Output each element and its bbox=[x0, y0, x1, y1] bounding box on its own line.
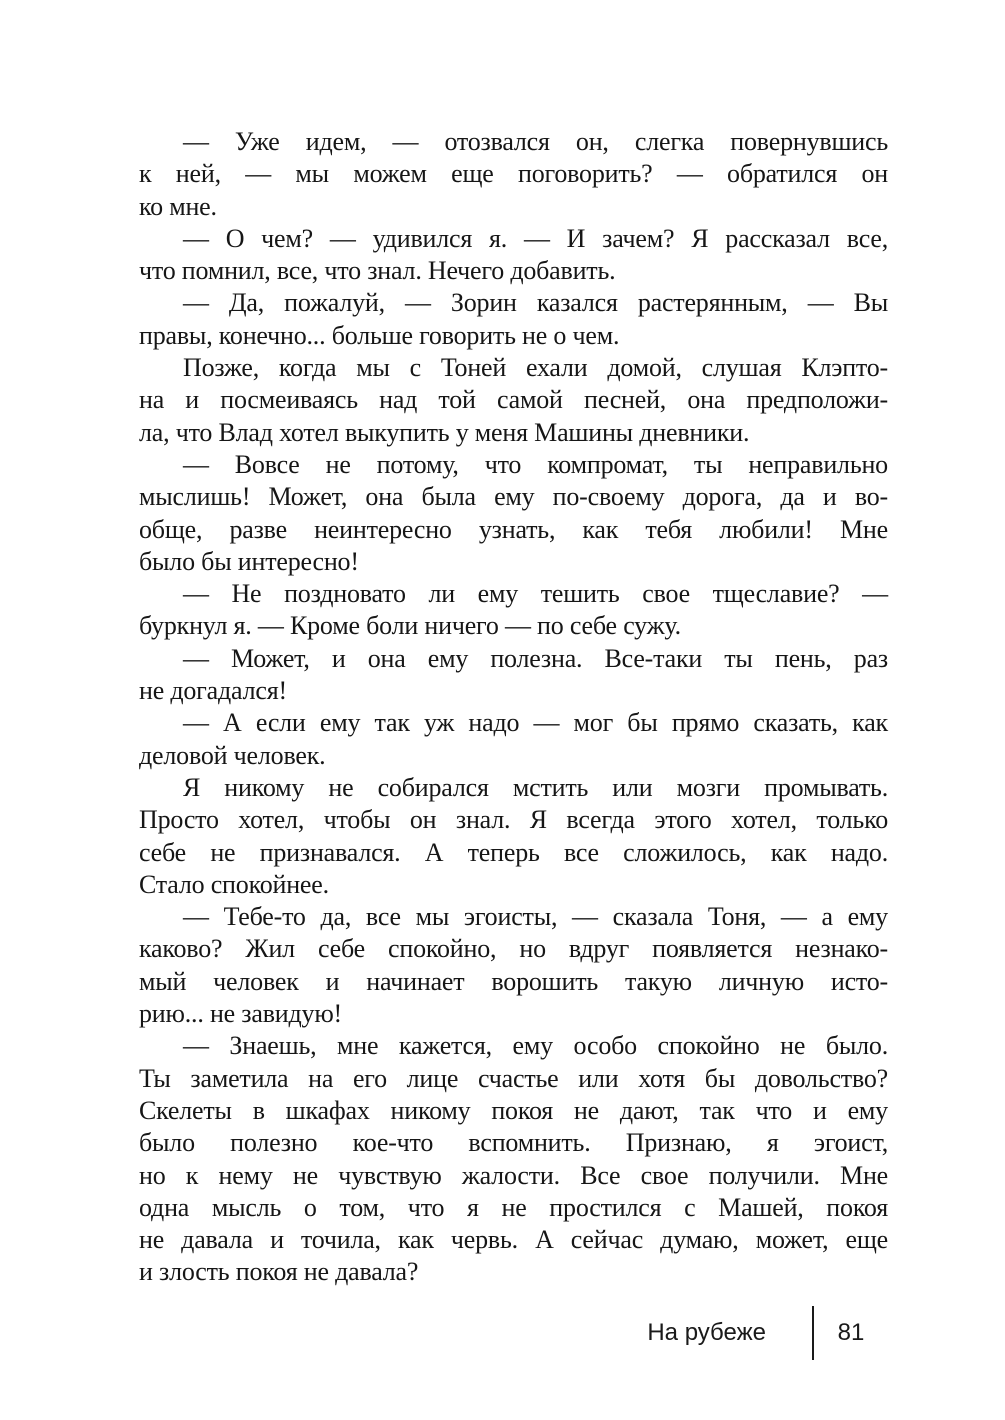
paragraph bbox=[139, 1030, 888, 1288]
text-line: — Знаешь, мне кажется, ему особо спокойно не было. bbox=[183, 1031, 888, 1061]
text-line: — Тебе-то да, все мы эгоисты, — сказала Тоня, — а ему bbox=[183, 902, 888, 932]
page-body bbox=[139, 126, 888, 1289]
text-line: не давала и точила, как червь. А сейчас думаю, может, еще bbox=[139, 1225, 888, 1255]
running-title: На рубеже bbox=[647, 1319, 766, 1346]
text-line: обще, разве неинтересно узнать, как тебя любили! Мне bbox=[139, 514, 888, 544]
text-line: к ней, — мы можем еще поговорить? — обратился он bbox=[139, 159, 888, 189]
text-line: на и посмеиваясь над той самой песней, она предположи- bbox=[139, 385, 888, 415]
paragraph bbox=[139, 772, 888, 901]
text-line: — Вовсе не потому, что компромат, ты неправильно bbox=[183, 449, 888, 479]
text-line: не догадался! bbox=[139, 676, 287, 706]
text-line: — Уже идем, — отозвался он, слегка повернувшись bbox=[183, 127, 888, 156]
text-line: Ты заметила на его лице счастье или хотя бы довольство? bbox=[139, 1063, 888, 1093]
text-line: себе не признавался. А теперь все сложилось, как надо. bbox=[139, 837, 888, 867]
text-line: Скелеты в шкафах никому покоя не дают, так что и ему bbox=[139, 1095, 888, 1125]
page-number: 81 bbox=[837, 1319, 865, 1346]
paragraph bbox=[139, 707, 888, 772]
page-footer bbox=[139, 1305, 888, 1361]
text-line: правы, конечно... больше говорить не о чем. bbox=[139, 320, 620, 350]
text-line: ла, что Влад хотел выкупить у меня Машины дневники. bbox=[139, 417, 750, 447]
text-line: Стало спокойнее. bbox=[139, 869, 329, 899]
text-line: — Да, пожалуй, — Зорин казался растерянным, — Вы bbox=[183, 288, 888, 318]
text-line: ко мне. bbox=[139, 191, 217, 221]
paragraph bbox=[139, 578, 888, 643]
text-line: каково? Жил себе спокойно, но вдруг появляется незнако- bbox=[139, 934, 888, 964]
paragraph bbox=[139, 287, 888, 352]
text-line: — О чем? — удивился я. — И зачем? Я рассказал все, bbox=[183, 223, 888, 253]
paragraph bbox=[139, 901, 888, 1030]
text-line: — А если ему так уж надо — мог бы прямо сказать, как bbox=[183, 708, 888, 738]
text-line: Я никому не собирался мстить или мозги промывать. bbox=[183, 772, 888, 802]
text-line: мыслишь! Может, она была ему по-своему дорога, да и во- bbox=[139, 482, 888, 512]
text-line: — Может, и она ему полезна. Все-таки ты пень, раз bbox=[183, 643, 888, 673]
text-line: было полезно кое-что вспомнить. Признаю, я эгоист, bbox=[139, 1128, 888, 1158]
text-line: но к нему не чувствую жалости. Все свое получили. Мне bbox=[139, 1160, 888, 1190]
text-line: Просто хотел, чтобы он знал. Я всегда этого хотел, только bbox=[139, 805, 888, 835]
text-line: — Не поздновато ли ему тешить свое тщеславие? — bbox=[183, 579, 888, 609]
paragraph bbox=[139, 449, 888, 578]
text-line: мый человек и начинает ворошить такую личную исто- bbox=[139, 966, 888, 996]
text-line: было бы интересно! bbox=[139, 546, 359, 576]
text-line: буркнул я. — Кроме боли ничего — по себе сужу. bbox=[139, 611, 681, 641]
text-line: что помнил, все, что знал. Нечего добавить. bbox=[139, 256, 616, 286]
text-line: деловой человек. bbox=[139, 740, 326, 770]
paragraph bbox=[139, 352, 888, 449]
text-line: Позже, когда мы с Тоней ехали домой, слушая Клэпто- bbox=[183, 353, 888, 383]
text-line: рию... не завидую! bbox=[139, 999, 343, 1029]
paragraph bbox=[139, 223, 888, 288]
text-line: и злость покоя не давала? bbox=[139, 1257, 419, 1287]
paragraph bbox=[139, 643, 888, 708]
paragraph bbox=[139, 126, 888, 223]
text-line: одна мысль о том, что я не простился с Машей, покоя bbox=[139, 1192, 888, 1222]
